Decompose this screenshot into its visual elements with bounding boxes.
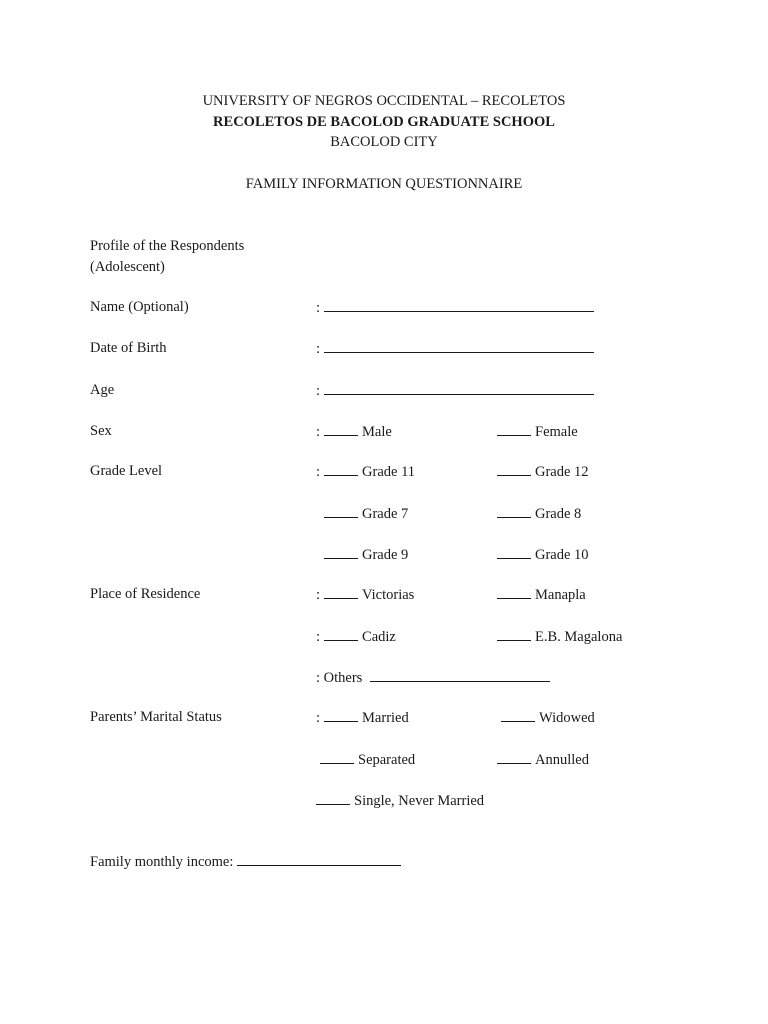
grade-level-label: Grade Level	[90, 463, 163, 479]
grade-option-9[interactable]: Grade 9	[324, 545, 408, 564]
profile-subheading: (Adolescent)	[90, 259, 165, 275]
dob-label: Date of Birth	[90, 340, 167, 356]
colon: :	[316, 341, 321, 357]
grade-option-8[interactable]: Grade 8	[497, 504, 581, 523]
dob-blank[interactable]	[324, 339, 594, 353]
others-blank[interactable]	[370, 668, 550, 682]
residence-option-victorias[interactable]: : Victorias	[316, 587, 415, 603]
age-blank[interactable]	[324, 381, 594, 395]
grade-option-11[interactable]: : Grade 11	[316, 464, 416, 480]
marital-status-label: Parents’ Marital Status	[90, 709, 222, 725]
name-blank[interactable]	[324, 298, 594, 312]
marital-option-married[interactable]: : Married	[316, 710, 409, 726]
sex-option-female[interactable]: Female	[497, 422, 578, 441]
dob-field[interactable]	[316, 339, 594, 358]
grade-option-12[interactable]: Grade 12	[497, 462, 589, 481]
colon: :	[316, 383, 321, 399]
residence-option-cadiz[interactable]: : Cadiz	[316, 629, 396, 645]
residence-option-manapla[interactable]: Manapla	[497, 585, 586, 604]
graduate-school-name: RECOLETOS DE BACOLOD GRADUATE SCHOOL	[213, 114, 555, 130]
age-field[interactable]	[316, 381, 594, 400]
city-name: BACOLOD CITY	[330, 134, 438, 150]
income-blank[interactable]	[237, 852, 401, 866]
name-label: Name (Optional)	[90, 299, 189, 315]
age-label: Age	[90, 382, 115, 398]
income-label: Family monthly income:	[90, 854, 234, 870]
marital-option-widowed[interactable]: Widowed	[501, 708, 595, 727]
marital-option-annulled[interactable]: Annulled	[497, 750, 589, 769]
income-field[interactable]	[90, 852, 401, 871]
marital-option-separated[interactable]: Separated	[320, 750, 415, 769]
profile-heading: Profile of the Respondents	[90, 238, 245, 254]
sex-option-male[interactable]: : Male	[316, 424, 392, 440]
grade-option-10[interactable]: Grade 10	[497, 545, 589, 564]
form-title: FAMILY INFORMATION QUESTIONNAIRE	[245, 176, 523, 192]
grade-option-7[interactable]: Grade 7	[324, 504, 408, 523]
residence-option-others[interactable]: : Others	[316, 668, 550, 687]
name-field[interactable]	[316, 298, 594, 317]
marital-option-single[interactable]: Single, Never Married	[316, 791, 484, 810]
residence-label: Place of Residence	[90, 586, 201, 602]
university-name: UNIVERSITY OF NEGROS OCCIDENTAL – RECOLETOS	[202, 93, 566, 109]
sex-label: Sex	[90, 423, 112, 439]
residence-option-eb-magalona[interactable]: E.B. Magalona	[497, 627, 622, 646]
colon: :	[316, 300, 321, 316]
